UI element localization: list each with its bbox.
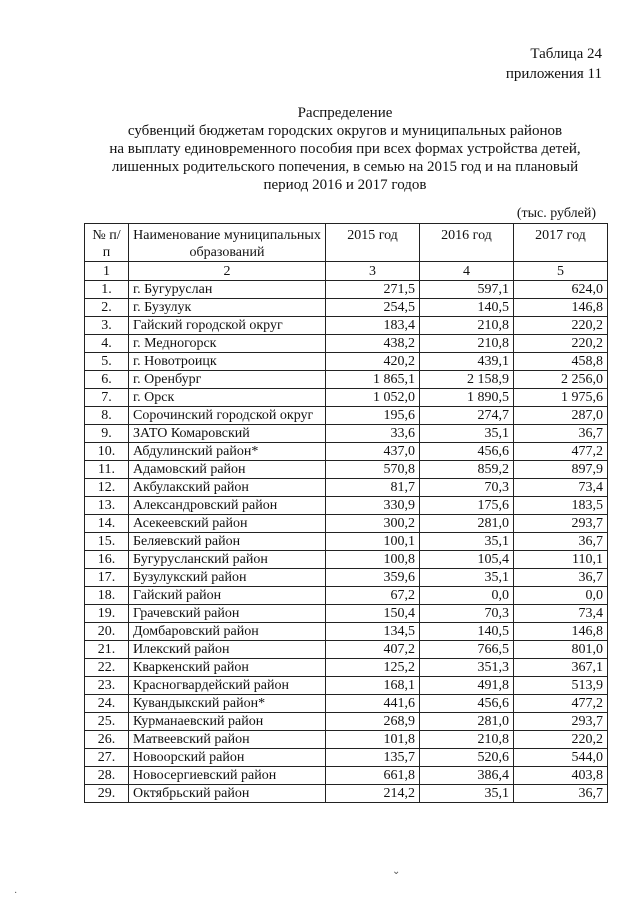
- row-value-2017: 73,4: [513, 479, 607, 497]
- row-value-2015: 438,2: [326, 335, 420, 353]
- table-row: [85, 533, 608, 551]
- table-row: [85, 461, 608, 479]
- row-municipality: г. Медногорск: [129, 335, 326, 353]
- row-value-2016: 35,1: [420, 785, 514, 803]
- scan-dot: ·: [14, 888, 18, 899]
- table-row: [85, 497, 608, 515]
- table-row: [85, 515, 608, 533]
- row-value-2016: 35,1: [420, 569, 514, 587]
- row-value-2015: 300,2: [326, 515, 420, 533]
- colnum-4: 4: [420, 262, 514, 281]
- row-number: 28.: [85, 767, 129, 785]
- table-row: [85, 407, 608, 425]
- row-value-2016: 1 890,5: [420, 389, 514, 407]
- row-number: 6.: [85, 371, 129, 389]
- table-row: [85, 551, 608, 569]
- row-value-2016: 491,8: [420, 677, 514, 695]
- title-line-2: субвенций бюджетам городских округов и муниципальных районов: [127, 123, 563, 139]
- table-row: [85, 479, 608, 497]
- row-number: 1.: [85, 281, 129, 299]
- row-value-2016: 0,0: [420, 587, 514, 605]
- row-value-2017: 287,0: [513, 407, 607, 425]
- row-value-2015: 214,2: [326, 785, 420, 803]
- appendix-attachment-number: приложения 11: [505, 66, 602, 82]
- row-value-2016: 70,3: [420, 605, 514, 623]
- row-number: 20.: [85, 623, 129, 641]
- table-row: [85, 749, 608, 767]
- row-value-2016: 140,5: [420, 623, 514, 641]
- row-value-2016: 520,6: [420, 749, 514, 767]
- table-row: [85, 425, 608, 443]
- row-value-2015: 33,6: [326, 425, 420, 443]
- row-number: 8.: [85, 407, 129, 425]
- table-row: [85, 641, 608, 659]
- table-row: [85, 695, 608, 713]
- row-value-2016: 456,6: [420, 443, 514, 461]
- row-value-2017: 293,7: [513, 713, 607, 731]
- row-number: 25.: [85, 713, 129, 731]
- colnum-1: 1: [85, 262, 129, 281]
- row-municipality: г. Оренбург: [129, 371, 326, 389]
- header-2017: 2017 год: [513, 224, 607, 262]
- row-value-2017: 624,0: [513, 281, 607, 299]
- row-value-2015: 195,6: [326, 407, 420, 425]
- row-value-2017: 36,7: [513, 785, 607, 803]
- row-number: 22.: [85, 659, 129, 677]
- row-value-2016: 766,5: [420, 641, 514, 659]
- row-value-2016: 210,8: [420, 317, 514, 335]
- row-municipality: Кваркенский район: [129, 659, 326, 677]
- row-municipality: Гайский городской округ: [129, 317, 326, 335]
- row-value-2016: 351,3: [420, 659, 514, 677]
- row-value-2015: 420,2: [326, 353, 420, 371]
- row-municipality: Новосергиевский район: [129, 767, 326, 785]
- row-municipality: Абдулинский район*: [129, 443, 326, 461]
- row-number: 23.: [85, 677, 129, 695]
- row-value-2015: 570,8: [326, 461, 420, 479]
- row-value-2017: 544,0: [513, 749, 607, 767]
- row-value-2015: 67,2: [326, 587, 420, 605]
- row-value-2017: 36,7: [513, 569, 607, 587]
- row-number: 16.: [85, 551, 129, 569]
- colnum-5: 5: [513, 262, 607, 281]
- document-title: [100, 104, 590, 194]
- title-line-5: период 2016 и 2017 годов: [263, 177, 427, 193]
- row-value-2017: 220,2: [513, 731, 607, 749]
- row-value-2015: 254,5: [326, 299, 420, 317]
- row-value-2017: 36,7: [513, 425, 607, 443]
- row-value-2016: 281,0: [420, 713, 514, 731]
- row-value-2015: 135,7: [326, 749, 420, 767]
- row-value-2017: 110,1: [513, 551, 607, 569]
- table-row: [85, 281, 608, 299]
- row-value-2017: 1 975,6: [513, 389, 607, 407]
- row-value-2016: 859,2: [420, 461, 514, 479]
- table-header-row: [85, 224, 608, 262]
- row-value-2017: 183,5: [513, 497, 607, 515]
- row-municipality: ЗАТО Комаровский: [129, 425, 326, 443]
- row-number: 26.: [85, 731, 129, 749]
- table-row: [85, 623, 608, 641]
- appendix-table-number: Таблица 24: [530, 46, 602, 62]
- column-number-row: [85, 262, 608, 281]
- row-value-2016: 210,8: [420, 731, 514, 749]
- row-value-2015: 101,8: [326, 731, 420, 749]
- row-number: 24.: [85, 695, 129, 713]
- row-number: 15.: [85, 533, 129, 551]
- row-number: 29.: [85, 785, 129, 803]
- row-number: 17.: [85, 569, 129, 587]
- table-row: [85, 317, 608, 335]
- row-municipality: Акбулакский район: [129, 479, 326, 497]
- table-row: [85, 353, 608, 371]
- row-value-2016: 439,1: [420, 353, 514, 371]
- row-value-2015: 437,0: [326, 443, 420, 461]
- row-number: 21.: [85, 641, 129, 659]
- table-row: [85, 731, 608, 749]
- header-2015: 2015 год: [326, 224, 420, 262]
- row-value-2015: 81,7: [326, 479, 420, 497]
- header-number: № п/п: [85, 224, 129, 262]
- row-value-2016: 140,5: [420, 299, 514, 317]
- row-municipality: Адамовский район: [129, 461, 326, 479]
- row-municipality: г. Бузулук: [129, 299, 326, 317]
- row-number: 13.: [85, 497, 129, 515]
- row-value-2017: 146,8: [513, 623, 607, 641]
- row-value-2015: 1 865,1: [326, 371, 420, 389]
- table-row: [85, 767, 608, 785]
- table-row: [85, 713, 608, 731]
- row-value-2017: 0,0: [513, 587, 607, 605]
- row-value-2015: 183,4: [326, 317, 420, 335]
- row-value-2017: 801,0: [513, 641, 607, 659]
- row-number: 2.: [85, 299, 129, 317]
- row-value-2016: 2 158,9: [420, 371, 514, 389]
- title-line-1: Распределение: [297, 105, 393, 121]
- row-value-2015: 330,9: [326, 497, 420, 515]
- row-value-2017: 403,8: [513, 767, 607, 785]
- row-municipality: Матвеевский район: [129, 731, 326, 749]
- table-row: [85, 605, 608, 623]
- row-value-2016: 105,4: [420, 551, 514, 569]
- row-value-2017: 458,8: [513, 353, 607, 371]
- row-value-2015: 1 052,0: [326, 389, 420, 407]
- row-value-2015: 441,6: [326, 695, 420, 713]
- header-municipality: Наименование муниципальных образований: [129, 224, 326, 262]
- row-municipality: г. Бугуруслан: [129, 281, 326, 299]
- row-value-2015: 100,8: [326, 551, 420, 569]
- row-number: 3.: [85, 317, 129, 335]
- row-municipality: Беляевский район: [129, 533, 326, 551]
- table-row: [85, 659, 608, 677]
- row-value-2016: 274,7: [420, 407, 514, 425]
- row-value-2017: 477,2: [513, 695, 607, 713]
- row-municipality: г. Новотроицк: [129, 353, 326, 371]
- row-value-2017: 2 256,0: [513, 371, 607, 389]
- row-value-2015: 134,5: [326, 623, 420, 641]
- row-value-2017: 220,2: [513, 317, 607, 335]
- row-value-2015: 125,2: [326, 659, 420, 677]
- row-value-2016: 35,1: [420, 533, 514, 551]
- row-municipality: Бузулукский район: [129, 569, 326, 587]
- table-row: [85, 569, 608, 587]
- table-row: [85, 335, 608, 353]
- row-value-2016: 386,4: [420, 767, 514, 785]
- table-row: [85, 389, 608, 407]
- table-row: [85, 443, 608, 461]
- scan-mark: ⌄: [392, 866, 401, 877]
- row-number: 4.: [85, 335, 129, 353]
- row-municipality: Красногвардейский район: [129, 677, 326, 695]
- row-number: 5.: [85, 353, 129, 371]
- row-value-2017: 897,9: [513, 461, 607, 479]
- row-number: 11.: [85, 461, 129, 479]
- table-row: [85, 785, 608, 803]
- row-value-2016: 70,3: [420, 479, 514, 497]
- row-value-2015: 407,2: [326, 641, 420, 659]
- row-number: 12.: [85, 479, 129, 497]
- header-2016: 2016 год: [420, 224, 514, 262]
- row-value-2015: 168,1: [326, 677, 420, 695]
- row-value-2017: 513,9: [513, 677, 607, 695]
- row-municipality: Илекский район: [129, 641, 326, 659]
- colnum-2: 2: [129, 262, 326, 281]
- row-value-2017: 36,7: [513, 533, 607, 551]
- title-line-4: лишенных родительского попечения, в семью на 2015 год и на плановый: [111, 159, 579, 175]
- row-value-2016: 35,1: [420, 425, 514, 443]
- row-value-2017: 293,7: [513, 515, 607, 533]
- row-number: 9.: [85, 425, 129, 443]
- row-municipality: Кувандыкский район*: [129, 695, 326, 713]
- row-value-2017: 367,1: [513, 659, 607, 677]
- units-label: (тыс. рублей): [516, 206, 596, 221]
- row-municipality: Новоорский район: [129, 749, 326, 767]
- row-value-2015: 268,9: [326, 713, 420, 731]
- row-value-2016: 597,1: [420, 281, 514, 299]
- row-municipality: Курманаевский район: [129, 713, 326, 731]
- row-value-2017: 146,8: [513, 299, 607, 317]
- row-municipality: Домбаровский район: [129, 623, 326, 641]
- row-municipality: Александровский район: [129, 497, 326, 515]
- row-number: 18.: [85, 587, 129, 605]
- row-value-2016: 281,0: [420, 515, 514, 533]
- row-value-2016: 456,6: [420, 695, 514, 713]
- row-value-2015: 661,8: [326, 767, 420, 785]
- row-number: 10.: [85, 443, 129, 461]
- row-number: 19.: [85, 605, 129, 623]
- row-value-2016: 210,8: [420, 335, 514, 353]
- row-value-2016: 175,6: [420, 497, 514, 515]
- row-value-2015: 100,1: [326, 533, 420, 551]
- row-municipality: Грачевский район: [129, 605, 326, 623]
- table-row: [85, 299, 608, 317]
- row-value-2015: 271,5: [326, 281, 420, 299]
- row-value-2017: 73,4: [513, 605, 607, 623]
- row-value-2017: 477,2: [513, 443, 607, 461]
- row-number: 7.: [85, 389, 129, 407]
- row-municipality: Бугурусланский район: [129, 551, 326, 569]
- table-row: [85, 371, 608, 389]
- row-number: 27.: [85, 749, 129, 767]
- appendix-reference: [506, 44, 602, 84]
- row-value-2015: 150,4: [326, 605, 420, 623]
- table-row: [85, 677, 608, 695]
- row-municipality: Асекеевский район: [129, 515, 326, 533]
- row-municipality: Сорочинский городской округ: [129, 407, 326, 425]
- table-row: [85, 587, 608, 605]
- title-line-3: на выплату единовременного пособия при всех формах устройства детей,: [109, 141, 581, 157]
- colnum-3: 3: [326, 262, 420, 281]
- row-number: 14.: [85, 515, 129, 533]
- row-value-2017: 220,2: [513, 335, 607, 353]
- row-municipality: г. Орск: [129, 389, 326, 407]
- subvention-table: [84, 223, 608, 803]
- row-municipality: Гайский район: [129, 587, 326, 605]
- row-value-2015: 359,6: [326, 569, 420, 587]
- row-municipality: Октябрьский район: [129, 785, 326, 803]
